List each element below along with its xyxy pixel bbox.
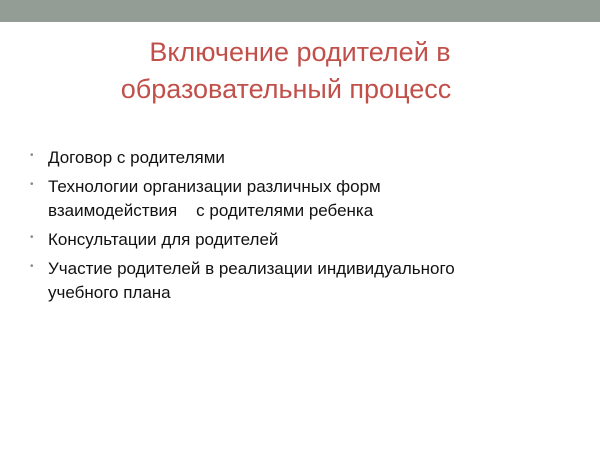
- bullet-icon: •: [30, 150, 34, 161]
- list-item-line: Договор с родителями: [48, 148, 225, 167]
- list-item-line: взаимодействия с родителями ребенка: [48, 201, 374, 220]
- bullet-icon: •: [30, 179, 34, 190]
- list-item: [30, 257, 570, 305]
- title-line-1: Включение родителей в: [149, 37, 451, 67]
- title-line-2: образовательный процесс: [120, 74, 452, 104]
- list-item: [30, 228, 570, 252]
- list-item: [30, 146, 570, 170]
- top-band: [0, 0, 600, 22]
- list-item-line: Консультации для родителей: [48, 230, 279, 249]
- bullet-icon: •: [30, 261, 34, 272]
- bullet-list: [30, 146, 570, 310]
- list-item-line: учебного плана: [48, 283, 171, 302]
- list-item-line: Технологии организации различных форм: [48, 177, 381, 196]
- slide-title: [0, 34, 600, 108]
- bullet-icon: •: [30, 232, 34, 243]
- list-item-line: Участие родителей в реализации индивидуального: [48, 259, 455, 278]
- list-item: [30, 175, 570, 223]
